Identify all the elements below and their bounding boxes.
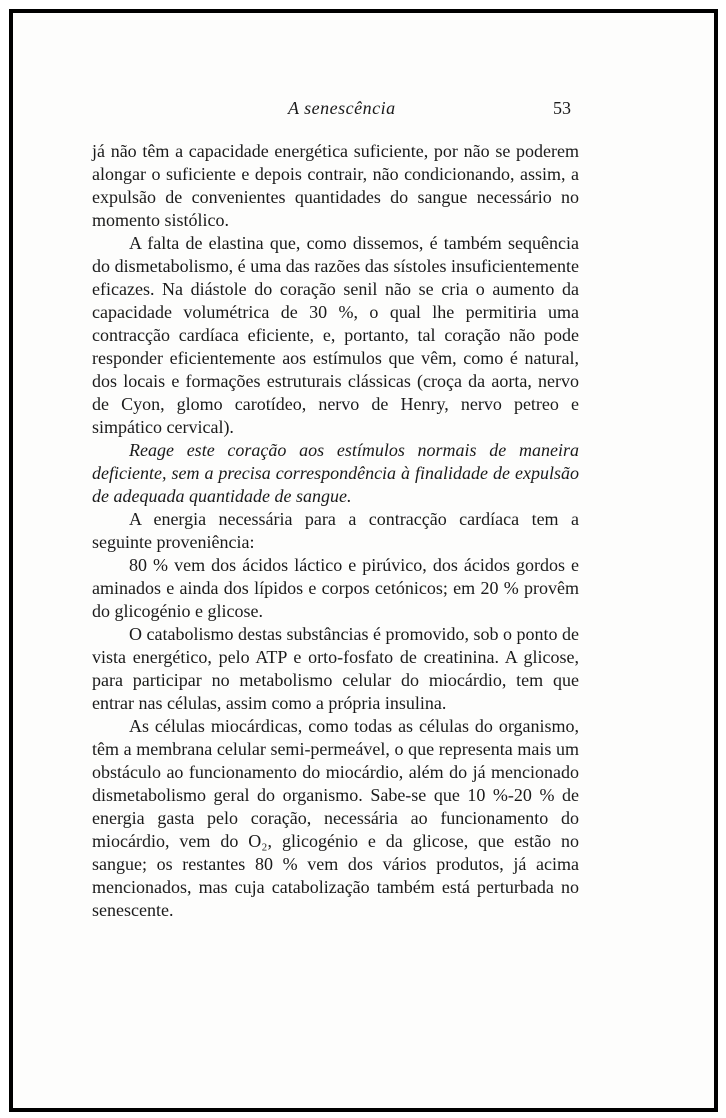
paragraph-celulas: As células miocárdicas, como todas as células do organismo, têm a membrana celular semi-permeável, o que representa mais um obstáculo ao funcionamento do miocárdio, além do já mencionado dismetabolismo geral do organismo. Sabe-se que 10 %-20 % de energia gasta pelo coração, necessária ao funcionamento do miocárdio, vem do O₂, glicogénio e da glicose, que estão no sangue; os restantes 80 % vem dos vários produtos, já acima mencionados, mas cuja catabolização também está perturbada no senescente. bbox=[92, 716, 579, 920]
paragraph-italic-summary: Reage este coração aos estímulos normais de maneira deficiente, sem a precisa correspondência à finalidade de expulsão de adequada quantidade de sangue. bbox=[92, 440, 579, 506]
paragraph-energia: A energia necessária para a contracção cardíaca tem a seguinte proveniência: bbox=[92, 509, 579, 552]
paragraph-elastina: A falta de elastina que, como dissemos, é também sequência do dismetabolismo, é uma das razões das sístoles insuficientemente eficazes. Na diástole do coração senil não se cria o aumento da capacidade volumétrica de 30 %, o qual lhe permitiria uma contracção cardíaca eficiente, e, portanto, tal coração não pode responder eficientemente aos estímulos que vêm, como é natural, dos locais e formações estruturais clássicas (croça da aorta, nervo de Cyon, glomo carotídeo, nervo de Henry, nervo petreo e simpático cervical). bbox=[92, 233, 579, 437]
running-title: A senescência bbox=[288, 98, 396, 118]
body-text bbox=[92, 140, 579, 922]
paragraph-continuation: já não têm a capacidade energética suficiente, por não se poderem alongar o suficiente e depois contrair, não condicionando, assim, a expulsão de convenientes quantidades do sangue necessário no momento sistólico. bbox=[92, 141, 579, 230]
page-header bbox=[13, 98, 714, 128]
paragraph-80-percent: 80 % vem dos ácidos láctico e pirúvico, dos ácidos gordos e aminados e ainda dos lípidos e corpos cetónicos; em 20 % provêm do glicogénio e glicose. bbox=[92, 555, 579, 621]
page-number: 53 bbox=[553, 98, 571, 118]
paragraph-catabolismo: O catabolismo destas substâncias é promovido, sob o ponto de vista energético, pelo ATP e orto-fosfato de creatinina. A glicose, para participar no metabolismo celular do miocárdio, tem que entrar nas células, assim como a própria insulina. bbox=[92, 624, 579, 713]
page-frame bbox=[9, 9, 718, 1112]
